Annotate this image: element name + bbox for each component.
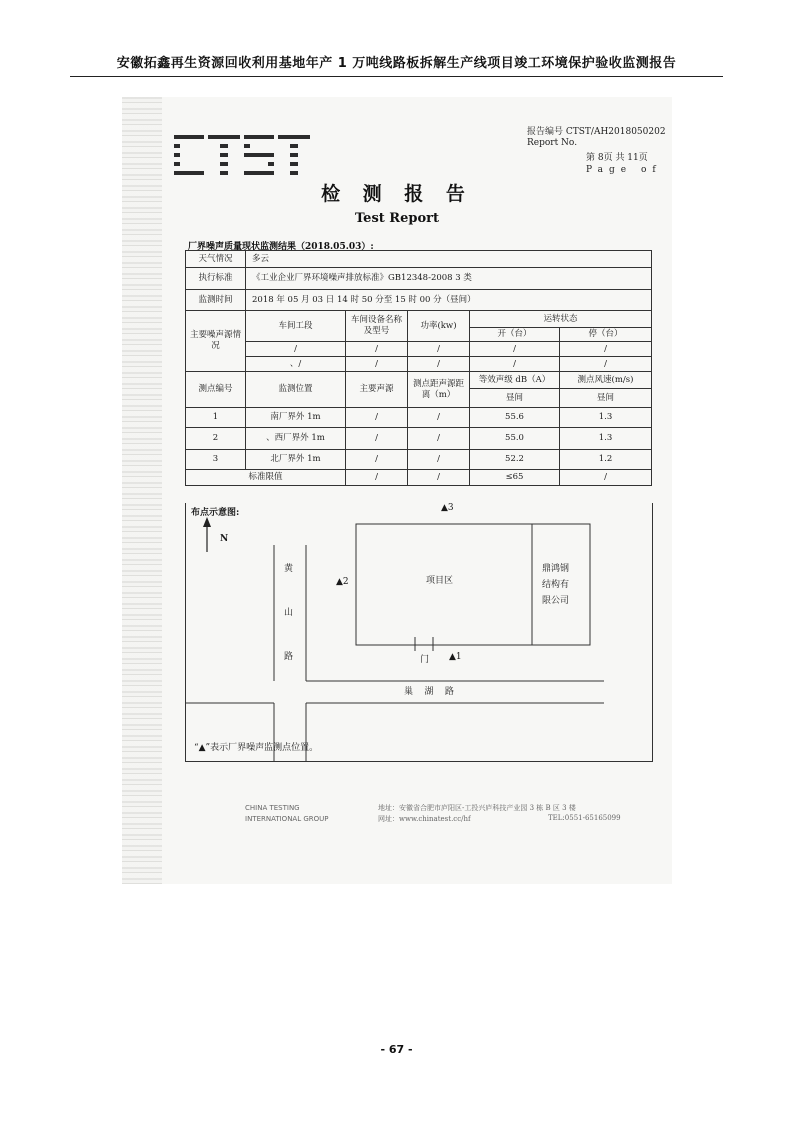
- page-info-en: Page of: [586, 165, 662, 175]
- point-wind: 1.3: [560, 428, 652, 450]
- point-id: 1: [186, 408, 246, 428]
- point-header: 测点距声源距离（m）: [408, 372, 470, 408]
- limit-distance: /: [408, 470, 470, 486]
- standard-value: 《工业企业厂界环境噪声排放标准》GB12348-2008 3 类: [246, 268, 652, 290]
- point-header: 测点编号: [186, 372, 246, 408]
- point-header: 等效声级 dB（A）: [470, 372, 560, 389]
- diagram-title: 布点示意图:: [191, 508, 240, 518]
- point-header: 监测位置: [246, 372, 346, 408]
- table-row: [186, 311, 652, 328]
- page-number: - 67 -: [380, 1043, 413, 1056]
- footer-address: 地址：安徽省合肥市庐阳区-工投兴庐科技产业园 3 栋 B 区 3 楼: [378, 804, 576, 812]
- table-cell: /: [560, 342, 652, 357]
- table-cell: /: [408, 342, 470, 357]
- table-row: [186, 290, 652, 311]
- road-chaohu-label: 巢 湖 路: [404, 687, 454, 697]
- table-cell: /: [470, 357, 560, 372]
- gate-label: 门: [420, 655, 430, 665]
- footer-website: 网址：www.chinatest.cc/hf: [378, 815, 471, 823]
- table-cell: /: [346, 342, 408, 357]
- table-row: [186, 470, 652, 486]
- table-row: [186, 428, 652, 450]
- table-row: [186, 251, 652, 268]
- src-header: 功率(kw): [408, 311, 470, 342]
- point-level: 55.0: [470, 428, 560, 450]
- point-source: /: [346, 408, 408, 428]
- report-title-en: Test Report: [355, 211, 439, 226]
- table-row: [186, 450, 652, 470]
- limit-source: /: [346, 470, 408, 486]
- point-id: 3: [186, 450, 246, 470]
- point-distance: /: [408, 450, 470, 470]
- point-location: 、西厂界外 1m: [246, 428, 346, 450]
- point-header: 主要声源: [346, 372, 408, 408]
- point-level: 52.2: [470, 450, 560, 470]
- standard-label: 执行标准: [186, 268, 246, 290]
- noise-monitoring-table: [185, 250, 652, 486]
- table-cell: 、/: [246, 357, 346, 372]
- layout-diagram: [185, 503, 653, 762]
- page-info-cn: 第 8页 共 11页: [586, 153, 648, 163]
- limit-value: ≤65: [470, 470, 560, 486]
- point-wind: 1.2: [560, 450, 652, 470]
- limit-label: 标准限值: [186, 470, 346, 486]
- report-title-cn: 检 测 报 告: [321, 183, 473, 205]
- time-label: 监测时间: [186, 290, 246, 311]
- table-row: [186, 408, 652, 428]
- weather-label: 天气情况: [186, 251, 246, 268]
- point-header: 昼间: [560, 389, 652, 408]
- table-row: [186, 357, 652, 372]
- src-header: 车间设备名称及型号: [346, 311, 408, 342]
- north-label: N: [220, 534, 229, 544]
- road-huangshan-char: 黄: [284, 564, 294, 574]
- limit-wind: /: [560, 470, 652, 486]
- ctst-logo: [174, 135, 310, 175]
- point-source: /: [346, 450, 408, 470]
- src-header: 停（台）: [560, 328, 652, 342]
- table-cell: /: [470, 342, 560, 357]
- point-level: 55.6: [470, 408, 560, 428]
- table-cell: /: [246, 342, 346, 357]
- table-cell: /: [560, 357, 652, 372]
- diagram-lines: [186, 503, 652, 761]
- point-1-marker: ▲1: [449, 652, 462, 662]
- point-location: 北厂界外 1m: [246, 450, 346, 470]
- footer-org-line: CHINA TESTING: [245, 804, 300, 812]
- project-area-label: 项目区: [426, 576, 454, 586]
- document-header: 安徽拓鑫再生资源回收利用基地年产 1 万吨线路板拆解生产线项目竣工环境保护验收监测报告: [116, 56, 677, 71]
- point-2-marker: ▲2: [336, 577, 349, 587]
- point-id: 2: [186, 428, 246, 450]
- point-distance: /: [408, 428, 470, 450]
- scanned-report: [122, 97, 672, 884]
- table-row: [186, 372, 652, 389]
- road-huangshan-char: 路: [284, 652, 294, 662]
- footer-org: [245, 803, 329, 825]
- footer-contact: [378, 803, 576, 825]
- neighbor-label: 结构有: [542, 580, 570, 590]
- table-cell: /: [408, 357, 470, 372]
- report-number-en: Report No.: [527, 138, 578, 148]
- table-row: [186, 342, 652, 357]
- point-distance: /: [408, 408, 470, 428]
- point-3-marker: ▲3: [441, 503, 454, 513]
- table-row: [186, 268, 652, 290]
- header-rule: [70, 76, 723, 77]
- page-info: [586, 152, 662, 176]
- table-caption: 厂界噪声质量现状监测结果（2018.05.03）:: [188, 242, 374, 252]
- src-header: 车间工段: [246, 311, 346, 342]
- weather-value: 多云: [246, 251, 652, 268]
- point-wind: 1.3: [560, 408, 652, 428]
- table-cell: /: [346, 357, 408, 372]
- footer-tel: TEL:0551-65165099: [548, 814, 621, 822]
- neighbor-label: 限公司: [542, 596, 570, 606]
- report-number: [527, 127, 666, 149]
- point-location: 南厂界外 1m: [246, 408, 346, 428]
- footer-org-line: INTERNATIONAL GROUP: [245, 815, 329, 823]
- time-value: 2018 年 05 月 03 日 14 时 50 分至 15 时 00 分（昼间）: [246, 290, 652, 311]
- point-header: 测点风速(m/s): [560, 372, 652, 389]
- neighbor-label: 鼎鸿钢: [542, 564, 570, 574]
- point-source: /: [346, 428, 408, 450]
- road-huangshan-char: 山: [284, 608, 294, 618]
- report-number-value: 报告编号 CTST/AH2018050202: [527, 127, 666, 137]
- src-header: 运转状态: [470, 311, 652, 328]
- src-header: 开（台）: [470, 328, 560, 342]
- diagram-legend: “▲”表示厂界噪声监测点位置。: [194, 743, 319, 753]
- point-header: 昼间: [470, 389, 560, 408]
- source-label: 主要噪声源情况: [186, 311, 246, 372]
